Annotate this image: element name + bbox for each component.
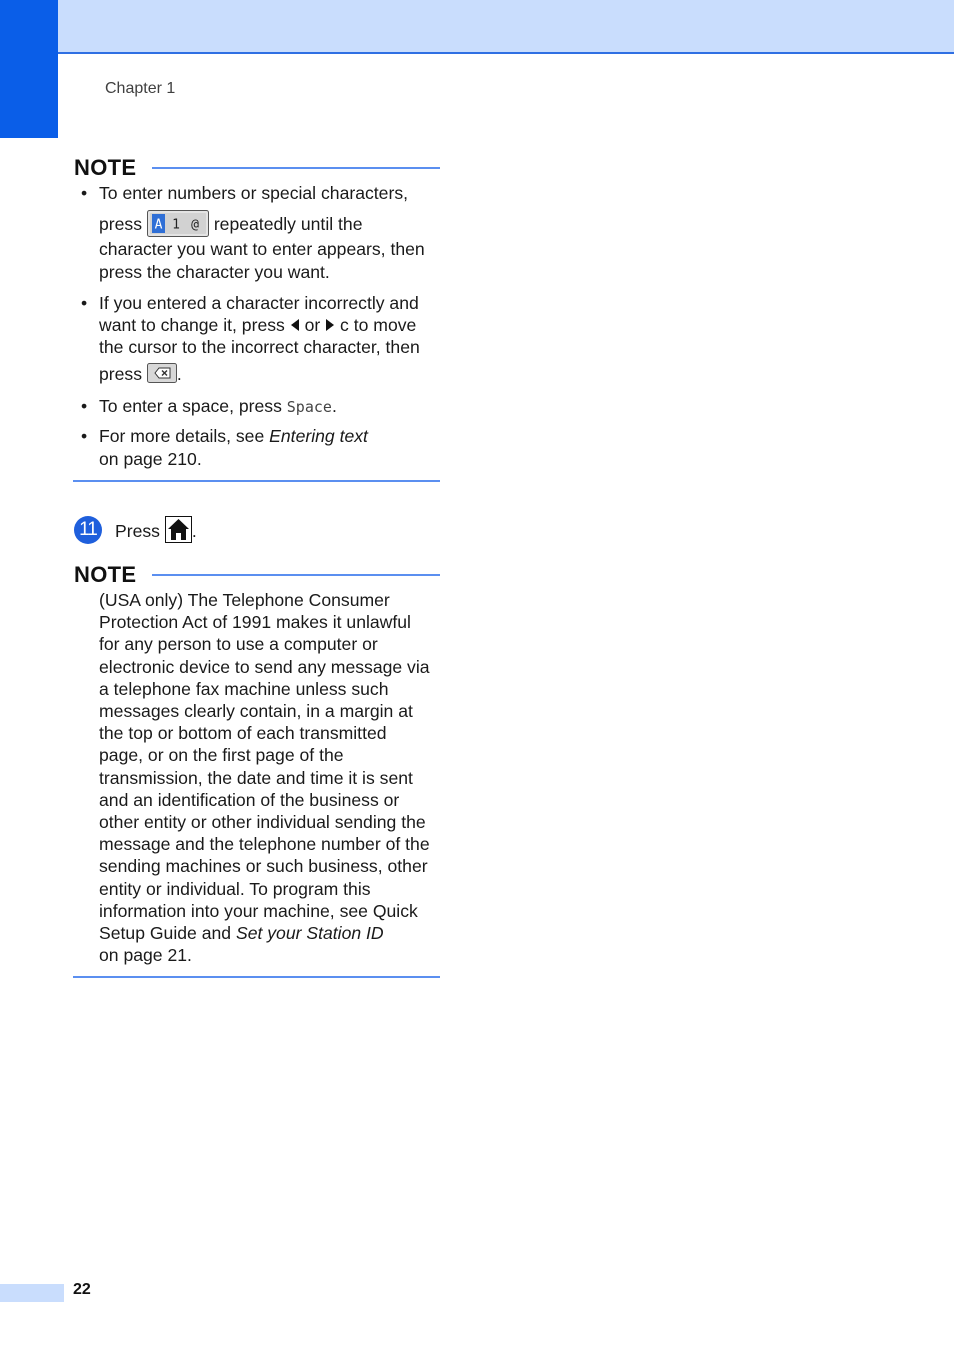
chapter-tab: [0, 0, 58, 138]
cross-reference[interactable]: Set your Station ID: [235, 923, 384, 944]
note-end-rule: [73, 480, 440, 482]
note-line: transmission, the date and time it is sent: [99, 767, 413, 788]
note-line: [99, 314, 444, 336]
key-label-at: @: [191, 217, 199, 233]
header-band: [58, 0, 954, 54]
note-line: [99, 425, 444, 447]
note-title: NOTE: [74, 155, 137, 180]
left-arrow-icon: [290, 319, 300, 331]
press-text: press: [99, 214, 143, 234]
cross-reference[interactable]: Entering text: [269, 426, 368, 446]
step-number: 11: [74, 516, 102, 544]
bullet-dot: •: [81, 293, 88, 313]
note-line: on page 21.: [99, 945, 192, 966]
note-line: [99, 395, 444, 418]
note-line: the cursor to the incorrect character, then: [99, 337, 420, 357]
home-icon: [165, 516, 192, 543]
period: .: [331, 396, 337, 416]
note-header: [73, 562, 440, 590]
step-text: [115, 518, 197, 544]
note-line: other entity or other individual sending the: [99, 812, 426, 833]
note-line: entity or individual. To program this: [99, 878, 371, 899]
note-text: Setup Guide and: [99, 923, 232, 944]
note-line: page, or on the first page of the: [99, 745, 344, 766]
footer-band: [0, 1284, 64, 1302]
note-line: message and the telephone number of the: [99, 834, 430, 855]
right-arrow-icon: [325, 319, 335, 331]
note-line: press the character you want.: [99, 262, 330, 282]
press-text: press: [99, 364, 143, 384]
key-label-a: A: [154, 217, 163, 233]
note-line: [99, 922, 444, 944]
space-key-text: Space: [286, 398, 332, 416]
key-label-1: 1: [172, 217, 180, 233]
note-line: electronic device to send any message via: [99, 656, 430, 677]
note-line: information into your machine, see Quick: [99, 900, 418, 921]
note-text: To enter a space, press: [99, 396, 282, 416]
press-text: Press: [115, 521, 160, 541]
note-line: To enter numbers or special characters,: [99, 183, 409, 203]
note-line: sending machines or such business, other: [99, 856, 428, 877]
note-rule: [152, 574, 440, 576]
bullet-dot: •: [81, 396, 88, 416]
note-line: on page 210.: [99, 449, 202, 469]
note-end-rule: [73, 976, 440, 978]
note-line: Protection Act of 1991 makes it unlawful: [99, 612, 411, 633]
note-line: If you entered a character incorrectly and: [99, 293, 419, 313]
backspace-key-icon: [147, 363, 177, 383]
note-line: messages clearly contain, in a margin at: [99, 701, 413, 722]
note-body: [99, 589, 444, 966]
note-line: a telephone fax machine unless such: [99, 678, 389, 699]
note-rule: [152, 167, 440, 169]
chapter-label: Chapter 1: [105, 80, 176, 97]
bullet-dot: •: [81, 426, 88, 446]
note-text: repeatedly until the: [213, 214, 363, 234]
keyboard-mode-key-icon: [147, 210, 209, 237]
note-text: For more details, see: [99, 426, 265, 446]
period: .: [191, 521, 197, 541]
note-line: the top or bottom of each transmitted: [99, 723, 387, 744]
note-line: [99, 363, 444, 385]
note-header: [73, 155, 440, 183]
bullet-dot: •: [81, 183, 88, 203]
note-line: (USA only) The Telephone Consumer: [99, 590, 390, 610]
note-text: c to move: [340, 315, 417, 335]
period: .: [176, 364, 182, 384]
page-number: 22: [73, 1281, 91, 1298]
note-text: want to change it, press: [99, 315, 285, 335]
note-line: for any person to use a computer or: [99, 634, 378, 655]
note-line: character you want to enter appears, then: [99, 239, 425, 259]
note-line: and an identification of the business or: [99, 789, 400, 810]
note-text: or: [304, 315, 321, 335]
note-line: [99, 213, 444, 237]
note-title: NOTE: [74, 562, 137, 587]
